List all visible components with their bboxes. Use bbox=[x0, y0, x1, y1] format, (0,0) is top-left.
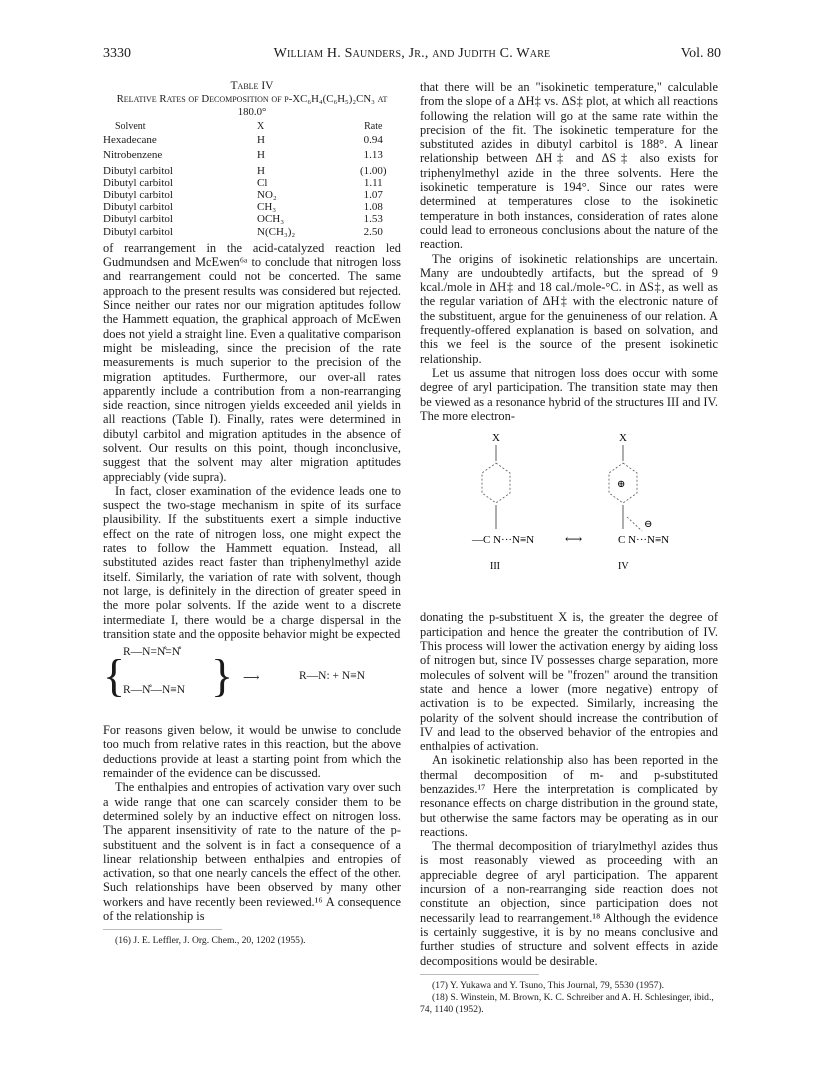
running-header bbox=[103, 46, 721, 66]
cell-solvent: Hexadecane bbox=[103, 134, 157, 147]
table-label: Table IV bbox=[230, 80, 274, 92]
footnote-18: (18) S. Winstein, M. Brown, K. C. Schreiber and A. H. Schlesinger, ibid., 74, 1140 (1952). bbox=[420, 991, 714, 1015]
footnote-17: (17) Y. Yukawa and Y. Tsuno, This Journal, 79, 5530 (1957). bbox=[432, 979, 665, 991]
rates-table bbox=[103, 121, 401, 238]
footnote-rule bbox=[103, 929, 222, 930]
reaction-scheme bbox=[103, 645, 401, 717]
cell-x: CH₃ bbox=[257, 201, 277, 214]
cell-solvent: Dibutyl carbitol bbox=[103, 213, 173, 226]
resonance-arrow: ⟷ bbox=[565, 532, 583, 547]
cell-x: N(CH₃)₂ bbox=[257, 225, 296, 238]
cell-solvent: Dibutyl carbitol bbox=[103, 164, 173, 177]
paragraph: The origins of isokinetic relationships are uncertain. Many are undoubtedly artifacts, but the spread of 9 kcal./mole in ΔH‡ and 18 cal./mole-°C. in ΔS‡, as well as the regular variation of ΔH‡ with the electronic nature of the substituent, argue for the genuineness of our relation. A frequently-offered explanation is based on solvation, and this we feel is the source of the present isokinetic relationship. bbox=[420, 251, 718, 366]
table-row bbox=[103, 146, 401, 161]
paragraph: of rearrangement in the acid-catalyzed reaction led Gudmundsen and McEwen⁶ᵃ to conclude that nitrogen loss and rearrangement could not be concerted. The same approach to the present results was considered but rejected. Since neither our rates nor our migration aptitudes follow the Hammett equation, the graphical approach of McEwen does not yield a straight line. Even a qualitative comparison might be misleading, since the precision of the rate measurements is much superior to the precision of the migration aptitudes. Furthermore, our over-all rates apparently include a contribution from a non-rearranging side reaction, since nitrogen yields exceeded anil yields in all reactions (Table I). Finally, rates were determined in dibutyl carbitol and migration aptitudes in the absence of solvent. Our results on this point, though inconclusive, suggest that the solvent may alter migration aptitudes appreciably (vide supra). bbox=[103, 240, 401, 484]
cell-rate: 0.94 bbox=[363, 134, 383, 147]
label-III: III bbox=[490, 561, 500, 573]
col-header-rate: Rate bbox=[364, 121, 383, 132]
right-brace: } bbox=[211, 650, 234, 702]
table-caption: Relative Rates of Decomposition of p-XC₆H₄(C₆H₅)₂CN₃ at 180.0° bbox=[116, 93, 388, 118]
transition-state-structures bbox=[420, 429, 718, 602]
reaction-arrow: ⟶ bbox=[243, 672, 260, 685]
footnote-16: (16) J. E. Leffler, J. Org. Chem., 20, 1202 (1955). bbox=[115, 935, 306, 947]
paragraph: An isokinetic relationship also has been reported in the thermal decomposition of m- and p-substituted benzazides.¹⁷ Here the interpretation is complicated by resonance effects on charge distribution in the ground state, but otherwise the same factors may be operating as in our reactions. bbox=[420, 753, 718, 839]
cell-x: OCH₃ bbox=[257, 213, 285, 226]
cell-rate: 1.53 bbox=[363, 213, 383, 226]
structures-svg bbox=[420, 429, 718, 599]
left-brace: { bbox=[103, 650, 126, 702]
paragraph: that there will be an "isokinetic temperature," calculable from the slope of a ΔH‡ vs. ΔS‡ plot, at which all reactions following the relation will go at the same rate within the precision of the fit. The isokinetic temperature for the substituted azides in dibutyl carbitol is 188°. A linear relationship between ΔH‡ and ΔS‡ also exists for triphenylmethyl azide in the three solvents. Here the isokinetic temperature is 194°. Since our rates were determined at temperatures close to the isokinetic temperature in both instances, consideration of rates alone could lead to erroneous conclusions about the nature of the reaction. bbox=[420, 80, 718, 252]
cell-x: H bbox=[257, 149, 265, 162]
carbon-chain-right: C N···N≡N bbox=[618, 534, 670, 547]
footnote-rule bbox=[420, 974, 539, 975]
paragraph: For reasons given below, it would be unwise to conclude too much from relative rates in this reaction, but the above deductions provide at least a starting point from which the remainder of the evidence can be discussed. bbox=[103, 723, 401, 781]
cell-x: H bbox=[257, 164, 265, 177]
cell-x: Cl bbox=[257, 176, 268, 189]
cell-solvent: Dibutyl carbitol bbox=[103, 176, 173, 189]
cell-rate: 1.08 bbox=[363, 201, 383, 214]
right-column bbox=[420, 80, 718, 1016]
cell-rate: 1.13 bbox=[363, 149, 383, 162]
substituent-x-right: X bbox=[619, 432, 627, 445]
left-column bbox=[103, 80, 401, 947]
cell-solvent: Dibutyl carbitol bbox=[103, 225, 173, 238]
table-row bbox=[103, 177, 401, 189]
cell-solvent: Nitrobenzene bbox=[103, 149, 163, 162]
running-title: William H. Saunders, Jr., and Judith C. Ware bbox=[273, 46, 551, 61]
carbon-chain-left: —C N···N≡N bbox=[472, 534, 535, 547]
paragraph: donating the p-substituent X is, the greater the degree of participation and hence the greater the contribution of IV. This process will lower the activation energy by aiding loss of nitrogen but, since IV possesses charge separation, more molecules of solvent will be "frozen" around the transition state and hence a lower (more negative) entropy of activation is to be expected. Similarly, increasing the polarity of the solvent should increase the contribution of IV and lead to the observed behavior of the entropies and enthalpies of activation. bbox=[420, 610, 718, 754]
paragraph: In fact, closer examination of the evidence leads one to suspect the two-stage mechanism in spite of its surface plausibility. If the substituents exert a simple inductive effect on the rate of nitrogen loss, one might expect the rates to follow the Hammett equation. Instead, all substituted azides react faster than triphenylmethyl azide itself. Similarly, the variation of rate with solvent, though not large, is definitely in the direction of greater speed in the more polar solvents. If the azide went to a discrete intermediate I, there would be a charge dispersal in the transition state and the opposite behavior might be expected bbox=[103, 483, 401, 641]
cell-rate: 2.50 bbox=[363, 225, 383, 238]
plus-charge: ⊕ bbox=[617, 479, 626, 491]
cell-x: H bbox=[257, 134, 265, 147]
minus-charge: ⊖ bbox=[644, 519, 653, 531]
paragraph: The enthalpies and entropies of activation vary over such a wide range that one can scarcely consider them to be determined solely by an inductive effect on nitrogen loss. The apparent insensitivity of rate to the nature of the p-substituent and the solvent is in fact a consequence of a linear relationship between enthalpies and entropies of activation, so that one nearly cancels the effect of the other. Such relationships have been observed by many other workers and have recently been reviewed.¹⁶ A consequence of the relationship is bbox=[103, 780, 401, 923]
label-IV: IV bbox=[618, 561, 629, 573]
cell-x: NO₂ bbox=[257, 189, 277, 202]
table-header-row bbox=[103, 121, 401, 134]
reaction-product: R—N: + N≡N bbox=[299, 670, 366, 683]
cell-solvent: Dibutyl carbitol bbox=[103, 201, 173, 214]
azide-resonance-1: R—N=N̊=N̊ bbox=[123, 646, 181, 659]
table-row bbox=[103, 162, 401, 177]
paragraph: The thermal decomposition of triarylmethyl azides thus is most reasonably viewed as proceeding with an appreciable degree of aryl participation. The apparent incursion of a non-rearranging side reaction does not constitute an objection, since participation does not necessarily lead to rearrangement.¹⁸ Although the evidence is certainly suggestive, it is by no means conclusive and further studies of structure and solvent effects in azide decompositions would be desirable. bbox=[420, 839, 718, 968]
page-number: 3330 bbox=[103, 46, 131, 61]
benzene-ring-left bbox=[482, 463, 510, 503]
table-row bbox=[103, 189, 401, 201]
cell-solvent: Dibutyl carbitol bbox=[103, 189, 173, 202]
table-row bbox=[103, 213, 401, 225]
table-row bbox=[103, 201, 401, 213]
volume-label: Vol. 80 bbox=[680, 46, 721, 61]
partial-bond bbox=[627, 517, 642, 531]
cell-rate: 1.07 bbox=[363, 189, 383, 202]
cell-rate: 1.11 bbox=[363, 176, 383, 189]
paragraph: Let us assume that nitrogen loss does occur with some degree of aryl participation. The transition state may then be viewed as a resonance hybrid of the structures III and IV. The more electron- bbox=[420, 365, 718, 423]
col-header-x: X bbox=[257, 121, 265, 132]
azide-resonance-2: R—N̊—N≡N bbox=[123, 684, 186, 697]
substituent-x-left: X bbox=[492, 432, 500, 445]
table-row bbox=[103, 226, 401, 238]
col-header-solvent: Solvent bbox=[115, 121, 146, 132]
cell-rate: (1.00) bbox=[359, 164, 387, 177]
table-row bbox=[103, 134, 401, 146]
